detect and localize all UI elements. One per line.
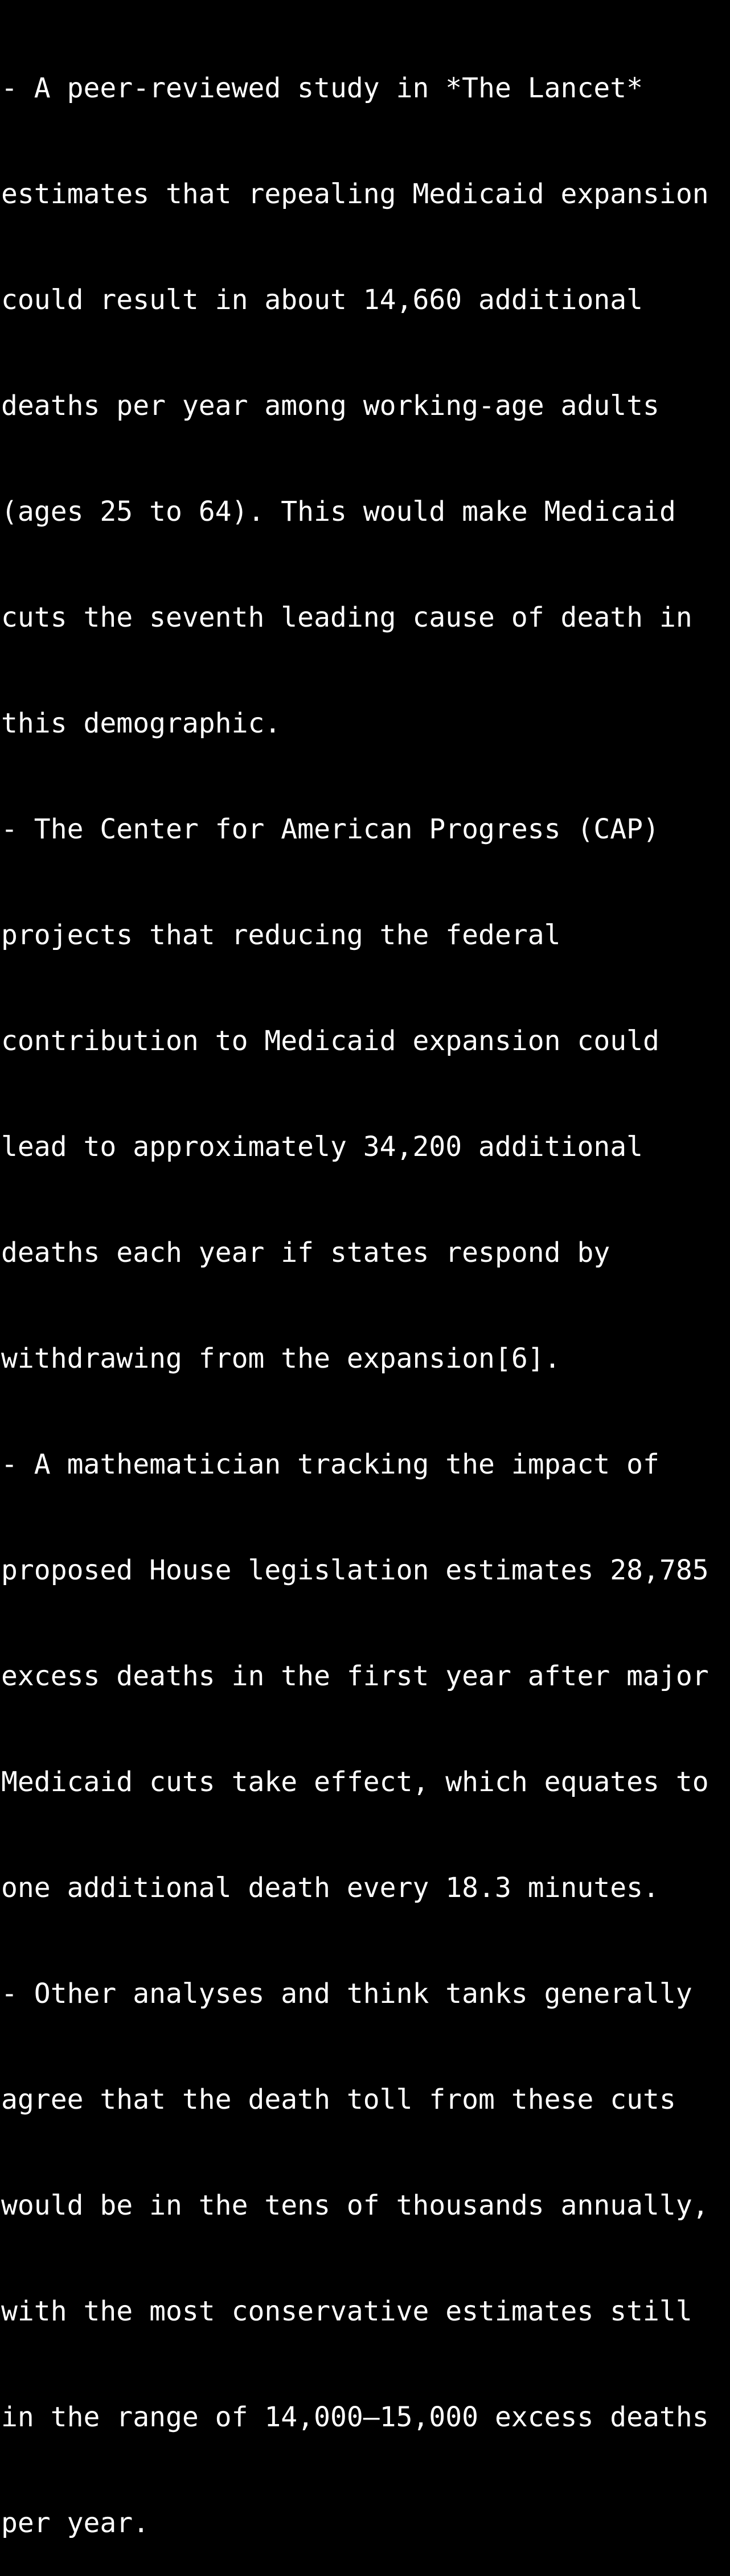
text-line: proposed House legislation estimates 28,785 (1, 1554, 709, 1586)
text-line: lead to approximately 34,200 additional (1, 1131, 643, 1163)
text-line: Medicaid cuts take effect, which equates to (1, 1766, 709, 1798)
text-line: could result in about 14,660 additional (1, 284, 643, 316)
text-line: this demographic. (1, 707, 281, 739)
text-line: deaths per year among working-age adults (1, 390, 659, 422)
text-line: per year. (1, 2507, 150, 2539)
text-line: - Other analyses and think tanks generally (1, 1978, 692, 2010)
text-line: in the range of 14,000–15,000 excess deaths (1, 2401, 709, 2433)
text-line: - The Center for American Progress (CAP) (1, 813, 659, 845)
text-line: deaths each year if states respond by (1, 1237, 610, 1269)
text-line: excess deaths in the first year after major (1, 1660, 709, 1692)
text-line: withdrawing from the expansion[6]. (1, 1343, 561, 1375)
text-line: agree that the death toll from these cuts (1, 2084, 676, 2116)
text-line: with the most conservative estimates still (1, 2295, 692, 2327)
text-line: - A mathematician tracking the impact of (1, 1449, 659, 1480)
text-line: contribution to Medicaid expansion could (1, 1025, 659, 1057)
text-line: would be in the tens of thousands annually, (1, 2190, 709, 2221)
text-line: estimates that repealing Medicaid expansion (1, 178, 709, 210)
text-line: projects that reducing the federal (1, 919, 561, 951)
text-line: - A peer-reviewed study in *The Lancet* (1, 72, 643, 104)
text-line: cuts the seventh leading cause of death in (1, 602, 692, 633)
text-line: (ages 25 to 64). This would make Medicaid (1, 496, 676, 528)
text-line: one additional death every 18.3 minutes. (1, 1872, 659, 1904)
